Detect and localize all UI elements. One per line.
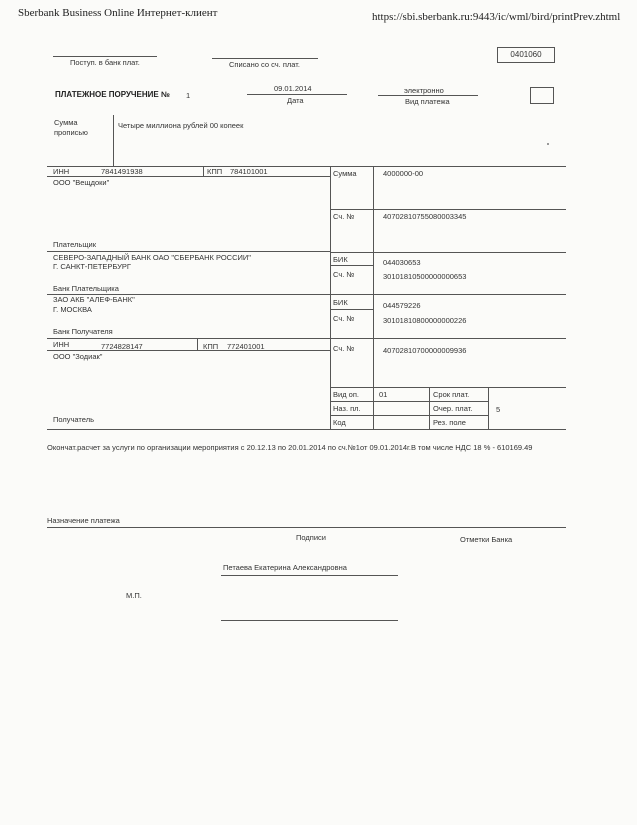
debited-line bbox=[212, 58, 318, 59]
payee-bank-acc-label: Сч. № bbox=[333, 314, 355, 323]
payee-account: 40702810700000009936 bbox=[383, 346, 467, 355]
signer-name: Петаева Екатерина Александровна bbox=[223, 563, 347, 572]
payee-name: ООО "Зодиак" bbox=[53, 352, 103, 361]
grid-line-payee-bank bbox=[47, 338, 566, 339]
grid-line-payer-acc bbox=[330, 209, 566, 210]
amount-words-divider bbox=[113, 115, 114, 166]
amount-value: 4000000-00 bbox=[383, 169, 424, 178]
grid-vline-codes-mid bbox=[429, 387, 430, 429]
payee-bank-name: ЗАО АКБ "АЛЕФ-БАНК" bbox=[53, 295, 135, 304]
payer-bank-bik-label: БИК bbox=[333, 255, 348, 264]
app-title: Sberbank Business Online Интернет-клиент bbox=[18, 7, 218, 19]
payment-type-label: Вид платежа bbox=[405, 97, 450, 106]
page-url: https://sbi.sberbank.ru:9443/ic/wml/bird/printPrev.zhtml bbox=[372, 11, 621, 23]
amount-words-value: Четыре миллиона рублей 00 копеек bbox=[118, 121, 244, 130]
purpose-text: Окончат.расчет за услуги по организации мероприятия с 20.12.13 по 20.01.2014 по сч.№1от 09.01.2014г.В том числе НДС 18 % - 610169.49 bbox=[47, 443, 533, 452]
payee-account-label: Сч. № bbox=[333, 344, 355, 353]
payer-label: Плательщик bbox=[53, 240, 96, 249]
payee-bank-label: Банк Получателя bbox=[53, 327, 113, 336]
payee-label: Получатель bbox=[53, 415, 94, 424]
stamp-label: М.П. bbox=[126, 591, 142, 600]
payee-kpp: 772401001 bbox=[227, 342, 265, 351]
vid-op-label: Вид оп. bbox=[333, 390, 359, 399]
payer-inn: 7841491938 bbox=[101, 167, 143, 176]
order-number: 1 bbox=[186, 91, 191, 100]
amount-words-label: Сумма прописью bbox=[54, 118, 88, 137]
bank-marks-label: Отметки Банка bbox=[460, 535, 513, 544]
ocher-label: Очер. плат. bbox=[433, 404, 473, 413]
payee-bank-acc: 30101810800000000226 bbox=[383, 316, 467, 325]
payee-bank-city: Г. МОСКВА bbox=[53, 305, 92, 314]
order-title: ПЛАТЕЖНОЕ ПОРУЧЕНИЕ № bbox=[55, 90, 170, 99]
vid-op: 01 bbox=[379, 390, 388, 399]
ocher-value: 5 bbox=[496, 405, 501, 414]
payer-account: 40702810755080003345 bbox=[383, 212, 467, 221]
signature-line-2 bbox=[221, 620, 398, 621]
date-label: Дата bbox=[287, 96, 304, 105]
grid-line-codes-2 bbox=[330, 401, 488, 402]
payee-kpp-label: КПП bbox=[203, 342, 219, 351]
payment-type: электронно bbox=[404, 86, 444, 95]
payer-bank-label: Банк Плательщика bbox=[53, 284, 119, 293]
received-label: Поступ. в банк плат. bbox=[70, 58, 140, 67]
signatures-label: Подписи bbox=[296, 533, 326, 542]
amount-label: Сумма bbox=[333, 169, 357, 178]
grid-vline-payer-inn bbox=[203, 166, 204, 176]
payer-kpp-label: КПП bbox=[207, 167, 223, 176]
grid-line-bik2-label bbox=[330, 309, 373, 310]
payer-bank-acc-label: Сч. № bbox=[333, 270, 355, 279]
payer-bank-bik: 044030653 bbox=[383, 258, 421, 267]
purpose-line bbox=[47, 527, 566, 528]
scan-speck bbox=[547, 143, 549, 145]
grid-vline-codes-right bbox=[488, 387, 489, 429]
grid-line-codes-3 bbox=[330, 415, 488, 416]
payee-inn-label: ИНН bbox=[53, 340, 70, 349]
purpose-label: Назначение платежа bbox=[47, 516, 120, 525]
grid-line-codes bbox=[330, 387, 566, 388]
payment-type-line bbox=[378, 95, 478, 96]
form-code: 0401060 bbox=[510, 50, 542, 59]
debited-label: Списано со сч. плат. bbox=[229, 60, 300, 69]
grid-vline-payee-inn bbox=[197, 338, 198, 350]
payer-bank-name: СЕВЕРО-ЗАПАДНЫЙ БАНК ОАО "СБЕРБАНК РОССИИ" bbox=[53, 253, 251, 262]
grid-line-bik1 bbox=[330, 252, 566, 253]
payer-account-label: Сч. № bbox=[333, 212, 355, 221]
payee-inn: 7724828147 bbox=[101, 342, 143, 351]
grid-vline-labels bbox=[373, 166, 374, 429]
grid-line-bik1-label bbox=[330, 265, 373, 266]
received-line bbox=[53, 56, 157, 57]
payer-name: ООО "Вещдоки" bbox=[53, 178, 110, 187]
order-date: 09.01.2014 bbox=[274, 84, 312, 93]
grid-line-payee-inn bbox=[47, 350, 330, 351]
naz-pl-label: Наз. пл. bbox=[333, 404, 361, 413]
signature-line-1 bbox=[221, 575, 398, 576]
grid-line-inn bbox=[47, 176, 330, 177]
kod-label: Код bbox=[333, 418, 346, 427]
payee-bank-bik: 044579226 bbox=[383, 301, 421, 310]
grid-line-payer bbox=[47, 251, 330, 252]
status-box bbox=[530, 87, 554, 104]
payer-inn-label: ИНН bbox=[53, 167, 70, 176]
form-code-box bbox=[497, 47, 555, 63]
payer-kpp: 784101001 bbox=[230, 167, 268, 176]
rez-label: Рез. поле bbox=[433, 418, 466, 427]
payee-bank-bik-label: БИК bbox=[333, 298, 348, 307]
payer-bank-acc: 30101810500000000653 bbox=[383, 272, 467, 281]
grid-vline-main bbox=[330, 166, 331, 429]
srok-label: Срок плат. bbox=[433, 390, 470, 399]
payer-bank-city: Г. САНКТ-ПЕТЕРБУРГ bbox=[53, 262, 131, 271]
grid-line-bottom bbox=[47, 429, 566, 430]
date-line bbox=[247, 94, 347, 95]
